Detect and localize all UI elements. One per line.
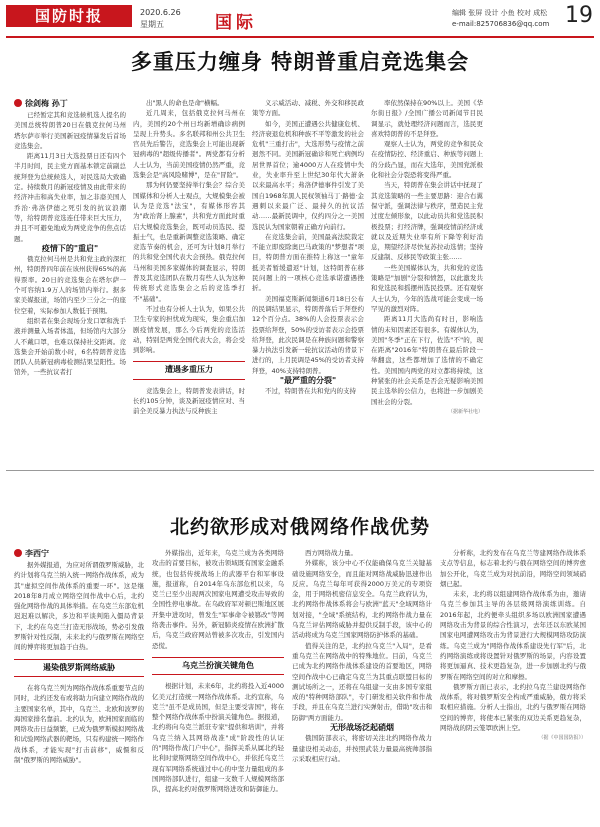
paragraph: 外媒称，该分中心不仅能确保乌克兰关键基础设施网络安全，而且能对网络战威胁迅速作出反应。乌克兰每年可获得2000万美元的专项资金，用于网络机密信息安全。乌克兰政府认为，北约网络作战体系将会与欧洲"蓝天"全域网络计划对接，"全域"系统结构，北约网络作战力量在乌克兰评估网络威胁并提供反制手段，该中心的活动将成为乌克兰国家网络防护体系的基础。 [292, 559, 432, 640]
article2-column-1 [14, 560, 144, 822]
article2-byline-text: 李西宁 [25, 549, 49, 558]
paragraph: 在将乌克兰列为网络作战体系重要节点的同时，北约还发布或将助力向建立网络作战的主要国家名单，其中，乌克兰、北欧和波罗的海国家排名靠前。北约认为，欧洲国家面临的网络攻击日益频繁，已成为俄罗斯模拟网络战和试验网络武器的靶场，只有构建统一网络作战体系，才能实现"打击前移"，威慑和反制"俄罗斯的网络威胁"。 [14, 683, 144, 765]
paragraph: 观察人士认为，两党的竞争和民众在疫情防控、经济重启、种族等问题上的分歧凸显，而在大选年，美国党派极化和社会分裂恐将变得严重。 [371, 140, 483, 180]
article1-byline-text: 徐剑梅 孙丁 [25, 99, 68, 108]
section-title: 国际 [215, 13, 257, 33]
paragraph: 西方网络战力量。 [305, 549, 357, 557]
subheading-boxed: 遏染俄罗斯网络威胁 [14, 659, 144, 677]
paragraph: 分析称，北约发布在乌克兰等建网络作战体系支点等信息，标志着北约与俄在网络空间的博弈愈加公开化，乌克兰成为对抗前沿，网络空间领域硝烟已起。 [440, 549, 586, 588]
paragraph: 那为何仍要坚持举行集会？综合美国媒体和分析人士观点，大规模集会被认为是竞选"法宝"，有媒体形容其为"政治肾上腺素"，共和党方面此时重启大规模竞选集会，既可动员选民、提振士气，也是重新调整竞选策略、确定竞选节奏的机会，还可为计划8月举行的共和党全国代表大会预热。俄克拉何马州和美国多家媒体的调查显示，特朗普及其竞选团队在数月有些人认为这种传统形式竞选集会之后的竞选季打不"基础"。 [133, 181, 245, 303]
article2-byline [14, 548, 49, 559]
paragraph: 义示威活动、减税、外交和移民政策等方面。 [252, 99, 364, 118]
paragraph: 在竞选集会前，美国最高法院裁定不能立即废除奥巴马政策的"梦想者"项目，特朗普方面在推特上称这一"童年抵美者暂缓遣返"计划，这特朗普在移民问题上的一项核心竞选承诺遭遇挫折。 [252, 232, 364, 293]
paragraph: 竞选集会上，特朗普发表讲话，时长约105分钟，谈及新冠疫情应对、当前全美反暴力执法与反种族主 [133, 386, 245, 416]
contact-email: e-mail:825706836@qq.com [452, 20, 550, 28]
paragraph: 美国福克斯新闻频道6月18日公布的民调结果显示，特朗普落后于拜登约12个百分点。38%的人会投票表示会投票给拜登，50%的受访者表示会投票给拜登，此次民调是在种族问题和警察暴力执法引发新一轮抗议活动的背景下进行的，上月民调是45%的受访者支持拜登，40%支持特朗普。 [252, 294, 364, 375]
article1-column-1 [14, 110, 126, 465]
paragraph: 距离11月大选尚有时日，影响选情的未知因素还有很多。有媒体认为，美国"冬季"正在下行，佐选"不"的，现在距离"2016年"特朗普在最后阶段一举翻盘，这些都增加了选情的不确定性。美国国内两党的对立都将持续，这种紧张的社会关系是否会无疑影响美国民主选举的公信力，也将进一步加剧美国社会的分裂。 [371, 315, 483, 406]
byline-dot-icon [14, 549, 22, 557]
paragraph: 出"黑人的命也是命"横幅。 [146, 99, 224, 107]
subheading: "最严重的分裂" [279, 376, 337, 386]
subheading: 无形战场泛起硝烟 [330, 723, 394, 733]
subheading-boxed: 乌克兰扮演关键角色 [152, 657, 284, 675]
article1-column-2 [133, 98, 245, 465]
article1-byline [14, 98, 68, 109]
staff-credits: 编辑 张屏 设计 小鱼 校对 成松 [452, 9, 548, 17]
subheading-boxed: 遭遇多重压力 [133, 361, 245, 379]
paragraph: 俄克拉何马州是共和党主政的深红州，特朗普四年前在该州获得65%的高得票率。20日的竞选集会在塔尔萨一个可容纳1.9万人的场馆内举行。据多家美媒报道，场馆内至少三分之一的座位空着，实际参加人数低于预期。 [14, 255, 126, 315]
paragraph: 当天，特朗普在集会讲话中抚现了其竞选策略的一些主要思路：迎合右翼保守派，强调法律与秩序，塑造民主党过度左倾形象，以此动员共和党选民积极投票；打经济牌，强调疫情前经济成就以及近期失业率有所下降等利好消息，期望经济尽快复苏拉动选情；坚持反建制、反移民等政策主张…… [371, 181, 483, 262]
issue-weekday: 星期五 [140, 20, 164, 29]
paragraph: 外媒指出，近年来，乌克兰成为各类网络攻击的首要目标，被攻击领域既有国家金融系统，也包括传统战场上的武器平台和军事设施，报道称，自2014年乌东部危机以来，乌克兰已至少出现两次国家电网遭受攻击导致的全国性停电事故。在乌政府军对顿巴斯地区展开集中进攻时，曾发生"军事命令被篡改"等网络袭击事件。另外，新冠肺炎疫情在欧洲扩散后，乌克兰政府网站曾被多次攻击，引发国内恐慌。 [152, 549, 284, 650]
article2-headline: 北约欲形成对俄网络作战优势 [169, 516, 430, 538]
article2-column-2 [152, 548, 284, 822]
source-note: （据《中国国防报》） [538, 735, 586, 742]
masthead [0, 0, 600, 40]
newspaper-logo: 国防时报 [6, 5, 132, 27]
paragraph: 不过，特朗普在共和党内的支持 [265, 387, 356, 396]
paragraph: 组织者在集会现场分发口罩和洗手液并测量入场者体温，但场馆内大部分人不戴口罩，也难以保持社交距离。竞选集会开始前数小时，6名特朗普竞选团队人员新冠病毒检测结果呈阳性。场馆外，一些抗议者打 [14, 316, 126, 377]
issue-date: 2020.6.26 [140, 8, 181, 17]
paragraph: 率依然保持在90%以上。美国《华尔街日报》/全国广播公司新闻节目民调显示，就处理经济问题而言，选民更喜欢特朗普的不是拜登。 [371, 99, 483, 138]
article2-column-3 [292, 548, 432, 822]
section-divider [6, 470, 594, 471]
article1-headline: 多重压力缠身 特朗普重启竞选集会 [130, 50, 470, 74]
paragraph: 俄国防部表示，将密切关注北约网络作战力量建设相关动态，并按照武装力量最高统帅部指示采取相应行动。 [292, 734, 432, 763]
article1-column-3 [252, 98, 364, 465]
subheading: 疫情下的"重启" [41, 243, 99, 253]
paragraph: 距离11月3日大选投票日还有四个半月时间，民主党方面基本锁定前副总统拜登为总统候选人，对民选局大致确定。持续数月的新冠疫情及由此带来的经济冲击和高失业率，加之非裔美国人乔治·弗洛伊德之死引发的抗议浪潮等，给特朗普竞选连任带来巨大压力，并且不可避免地成为两党竞争的焦点话题。 [14, 152, 126, 243]
paragraph: 如今，美国正遭遇公共健康危机、经济衰退危机和种族不平等激发的社会危机"三重打击"，大选形势与疫情之前迥然不同。美国新冠确诊和死亡病例均居世界首位；逾4000万人在疫情中失业，失业率升至上世纪30年代大萧条以来最高水平；弗洛伊德事件引发了美国自1968年黑人民权领袖马丁·路德·金遇刺以来最广泛、最持久的抗议活动……最新民调中，仅约四分之一美国选民认为国家朝着正确方向前行。 [252, 119, 364, 231]
paragraph: 一些美国媒体认为，共和党的竞选策略是"加剧"分裂和愤怒，以此激发共和党选民和摇摆州选民投票。还有观察人士认为，今年的选战可能会变成一场罕见的激烈对阵。 [371, 263, 483, 313]
article2-column-4 [440, 548, 586, 822]
paragraph: 根据计划，未来6年，北约将投入近4000亿美元打造统一网络作战体系。北约宣称，乌克兰"虽不是成员国，但是主要受害国"，将在整个网络作战体系中扮演关键角色。据报道，北约将向乌克兰派驻专家"提供和培训"，并将乌克兰纳入其网络战准"成"阶段性的认证的"网络作战门户中心"，指挥关系从属北约轻比利时蒙斯网络空间作战中心，并依托乌克兰现有军网络系统通过中心的中坚力量组成的多国网络部队进行，组建一支数千人规模网络部队，提高北约对俄罗斯网络进攻和防御能力。 [152, 682, 284, 794]
paragraph: 不过也有分析人士认为，如果公共卫生专家的担忧成为现实，集会重启加剧疫情发展，那么今后两党的竞选活动，特别是两党全国代表大会，将会受到影响。 [133, 304, 245, 355]
article1-column-4 [371, 98, 483, 465]
source-note: （据新华社电） [447, 408, 483, 415]
paragraph: 已经暂定其和竞选候机选人提名的美国总统特朗普20日在俄克拉何马州塔尔萨市举行美国新冠疫情暴发后首场竞选集会。 [14, 111, 126, 150]
paragraph: 值得关注的是，北约拉乌克兰"入局"，是看重乌克兰在网络战中的特殊地位。目前，乌克兰已成为北约网络作战体系建设的首要地区，网络空间作战中心已确定乌克兰为其重点联盟目标的测试场所之一，还将在乌组建一支由多国专家组成的"特种网络部队"，专门研发相关软件和作战手段，并且在乌克兰进行实弹射击，借助"攻击和防御"两方面能力。 [292, 641, 432, 722]
byline-dot-icon [14, 99, 22, 107]
paragraph: 近几周来，包括俄克拉何马州在内，美国约20个州日均新增确诊病例呈现上升势头。多名联邦和州公共卫生官员先后警告，竞选集会上可能出现新冠病毒的"超级传播者"。两党都有分析人士认为，当前美国疫情仍然严重，竞选集会是"高风险赌博"，是在"冒险"。 [133, 109, 245, 180]
paragraph: 据外媒报道，为应对所谓俄罗斯威胁，北约计划将乌克兰纳入统一网络作战体系，成为其"虚拟空间作战体系的重要一环"。这是继2018年8月成立网络空间作战中心后，北约强化网络作战的具体举措。在乌克兰东部危机迟迟难以解决，多边和平谈判陷入僵局背景下，北约在乌克兰打造无形战场，势必引发俄罗斯针对性反制，未来北约与俄罗斯在网络空间的博弈将更加趋于白热。 [14, 561, 144, 652]
paragraph: 俄罗斯方面已表示，北约拉乌克兰建设网络作战体系，将对俄罗斯安全构成严重威胁，俄方将采取相应措施。分析人士指出，北约与俄罗斯在网络空间的博弈，将使本已紧张的双边关系更趋复杂，网络战的阴云笼罩欧洲上空。 [440, 682, 586, 733]
page-number: 19 [565, 3, 593, 28]
masthead-rule [6, 36, 594, 38]
paragraph: 未来，北约将以组建网络作战体系为由，邀请乌克兰参加其主导的各层级网络演练训练。自2016年起，北约便牵头组织多场以欧洲国家遭遇网络攻击为背景的综合性演习，去年还以东欧某国国家电网遭网络攻击为背景进行大规模网络攻防演练。乌克兰成为"网络作战体系建设先行军"后，北约网络演练或将设置针对俄罗斯的场景，内容设置将更加逼真、技术更趋复杂，进一步加剧北约与俄罗斯在网络空间的对立和摩擦。 [440, 590, 586, 681]
